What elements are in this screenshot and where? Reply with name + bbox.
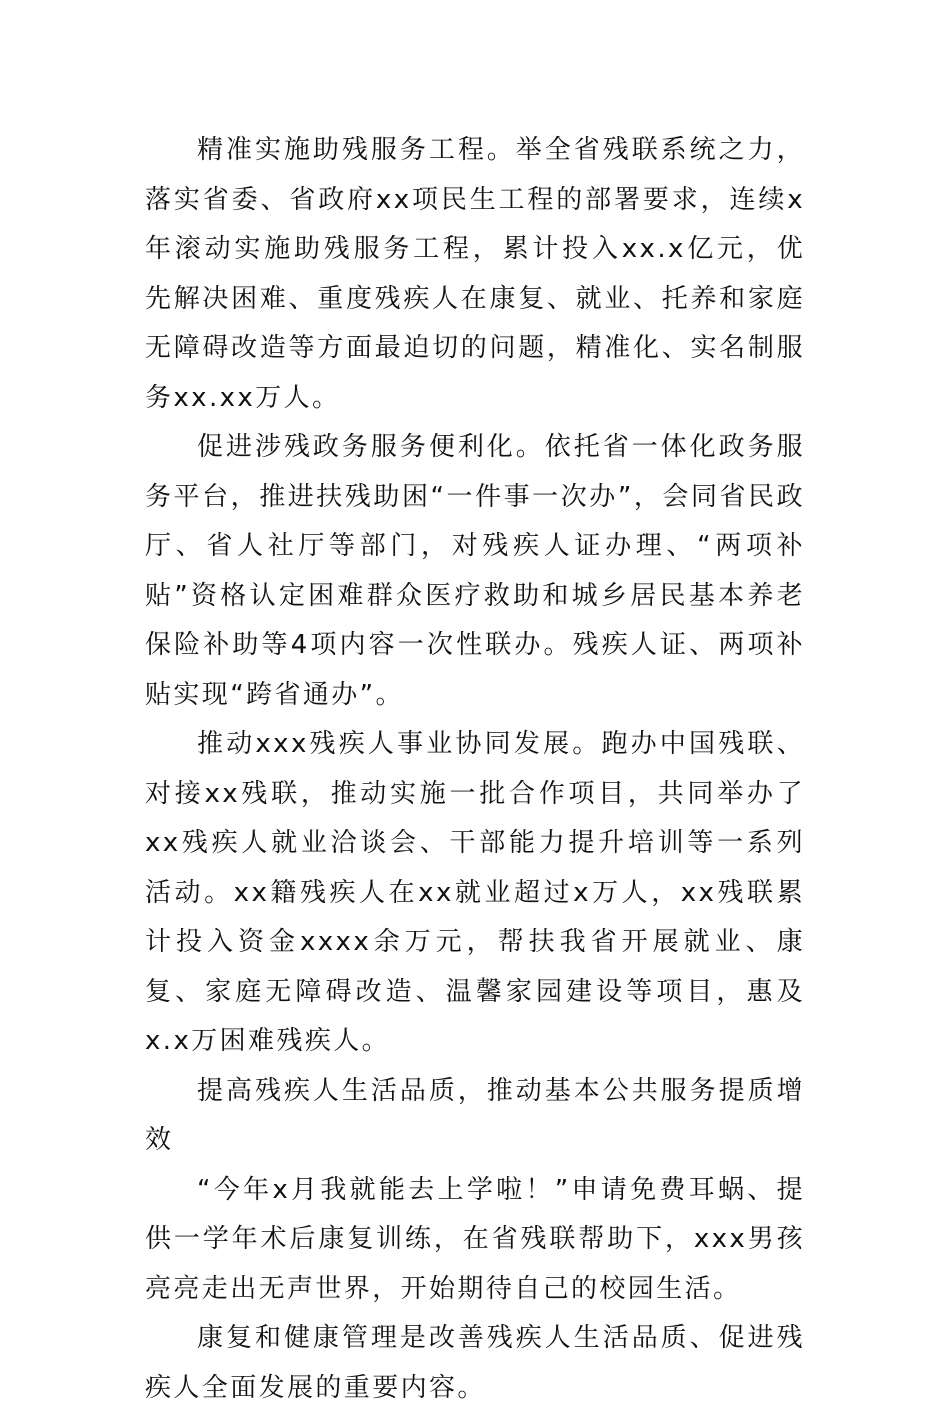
document-body [145, 126, 805, 1413]
paragraph-rehabilitation: 康复和健康管理是改善残疾人生活品质、促进残疾人全面发展的重要内容。 [145, 1323, 805, 1403]
paragraph-story: “今年x月我就能去上学啦！”申请免费耳蜗、提供一学年术后康复训练，在省残联帮助下，xxx男孩亮亮走出无声世界，开始期待自己的校园生活。 [145, 1174, 805, 1304]
paragraph-service-project: 精准实施助残服务工程。举全省残联系统之力，落实省委、省政府xx项民生工程的部署要求，连续x年滚动实施助残服务工程，累计投入xx.x亿元，优先解决困难、重度残疾人在康复、就业、托养和家庭无障碍改造等方面最迫切的问题，精准化、实名制服务xx.xx万人。 [145, 135, 805, 413]
paragraph-coordinated-development: 推动xxx残疾人事业协同发展。跑办中国残联、对接xx残联，推动实施一批合作项目，共同举办了xx残疾人就业洽谈会、干部能力提升培训等一系列活动。xx籍残疾人在xx就业超过x万人，xx残联累计投入资金xxxx余万元，帮扶我省开展就业、康复、家庭无障碍改造、温馨家园建设等项目，惠及x.x万困难残疾人。 [145, 729, 805, 1056]
paragraph-government-services: 促进涉残政务服务便利化。依托省一体化政务服务平台，推进扶残助困“一件事一次办”，会同省民政厅、省人社厅等部门，对残疾人证办理、“两项补贴”资格认定困难群众医疗救助和城乡居民基本养老保险补助等4项内容一次性联办。残疾人证、两项补贴实现“跨省通办”。 [145, 432, 805, 710]
section-heading: 提高残疾人生活品质，推动基本公共服务提质增效 [145, 1075, 805, 1155]
